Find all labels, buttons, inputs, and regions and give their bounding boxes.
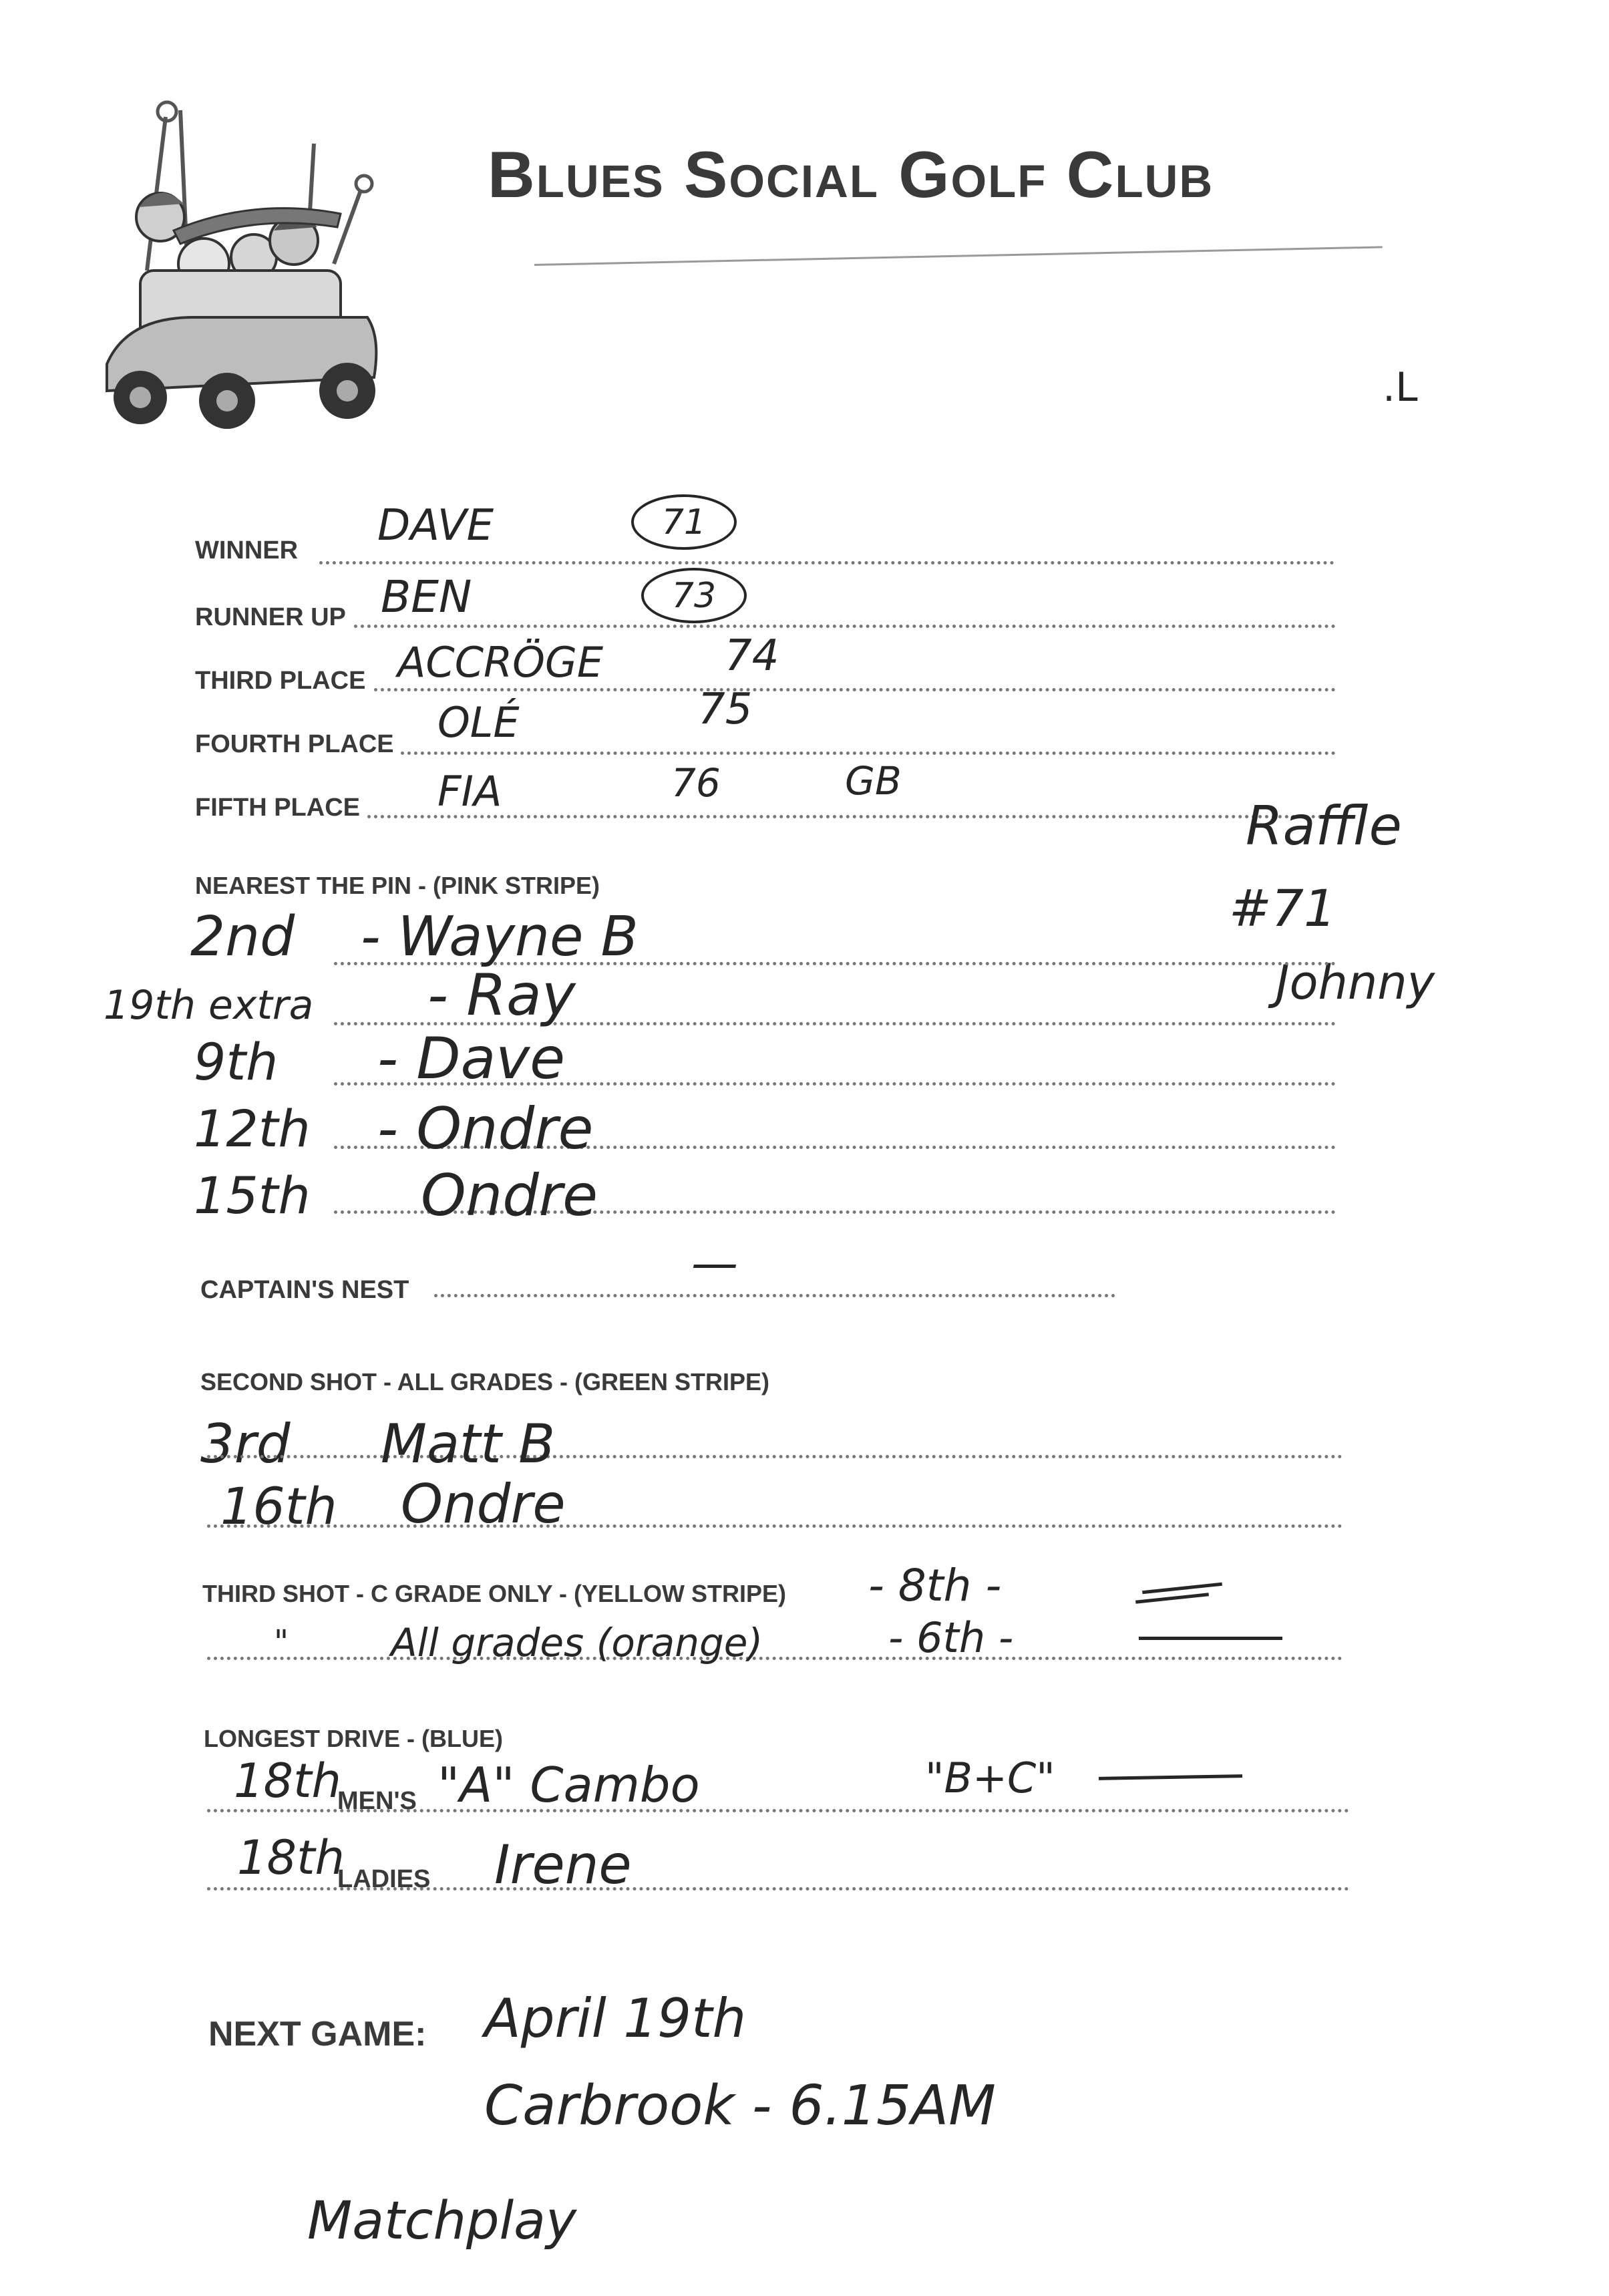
mens-label: MEN'S: [337, 1787, 417, 1815]
next-game-format: Matchplay: [307, 2191, 577, 2251]
third-shot-all-grades: All grades (orange): [391, 1620, 763, 1665]
second-shot-hole-1: 3rd: [200, 1413, 291, 1475]
third-shot-ditto: ": [274, 1623, 289, 1661]
corner-mark: .L: [1383, 364, 1418, 411]
mens-hole: 18th: [234, 1754, 341, 1808]
pin-hole-3: 9th: [194, 1032, 279, 1092]
mens-line: [207, 1809, 1349, 1812]
fifth-place-label: FIFTH PLACE: [195, 794, 360, 822]
third-shot-line-2: [207, 1657, 1343, 1660]
third-place-label: THIRD PLACE: [195, 667, 366, 695]
second-shot-heading: SECOND SHOT - ALL GRADES - (GREEN STRIPE): [200, 1368, 770, 1396]
second-shot-line-2: [207, 1524, 1343, 1528]
runner-up-name: BEN: [381, 571, 472, 623]
next-game-date: April 19th: [484, 1987, 747, 2049]
title-underline: [534, 246, 1383, 266]
second-shot-hole-2: 16th: [220, 1476, 337, 1536]
third-shot-dash-1b: [1135, 1593, 1209, 1603]
pin-name-2: - Ray: [427, 962, 576, 1029]
nearest-pin-heading: NEAREST THE PIN - (PINK STRIPE): [195, 872, 600, 899]
fourth-place-label: FOURTH PLACE: [195, 730, 394, 758]
third-place-line: [374, 688, 1336, 691]
pin-hole-2: 19th extra: [104, 982, 314, 1029]
mens-bc-dash: [1099, 1774, 1242, 1780]
ladies-value: Irene: [494, 1834, 632, 1896]
fourth-place-name: OLÉ: [437, 698, 520, 747]
runner-up-label: RUNNER UP: [195, 603, 346, 631]
club-title: Blues Social Golf Club: [488, 138, 1214, 211]
winner-label: WINNER: [195, 536, 299, 564]
pin-name-1: - Wayne B: [361, 905, 639, 969]
fourth-place-line: [401, 752, 1336, 755]
third-shot-dash-2: [1139, 1637, 1282, 1640]
fifth-place-line: [367, 815, 1336, 818]
ladies-hole: 18th: [237, 1830, 345, 1885]
next-game-venue: Carbrook - 6.15AM: [484, 2074, 996, 2138]
captains-nest-value: —: [691, 1236, 738, 1291]
fifth-place-extra: GB: [845, 758, 902, 804]
winner-score-text: 71: [661, 502, 707, 542]
third-shot-note: - 8th -: [868, 1560, 1002, 1611]
second-shot-line-1: [207, 1455, 1343, 1458]
raffle-title: Raffle: [1246, 795, 1402, 857]
pin-hole-5: 15th: [194, 1166, 311, 1225]
pin-name-4: - Ondre: [377, 1096, 594, 1162]
captains-nest-line: [434, 1294, 1115, 1297]
winner-line: [319, 561, 1334, 564]
fifth-place-score: 76: [671, 760, 721, 806]
next-game-label: NEXT GAME:: [208, 2015, 427, 2054]
fourth-place-score: 75: [698, 685, 753, 734]
winner-score: [631, 494, 737, 550]
mens-value: "A" Cambo: [437, 1757, 700, 1813]
runner-up-score-text: 73: [671, 575, 717, 616]
pin-hole-4: 12th: [194, 1099, 311, 1158]
pin-name-3: - Dave: [377, 1025, 566, 1092]
golf-cart-logo: [87, 97, 387, 444]
raffle-number: #71: [1229, 878, 1336, 938]
third-shot-heading: THIRD SHOT - C GRADE ONLY - (YELLOW STRIPE): [202, 1580, 787, 1607]
captains-nest-label: CAPTAIN'S NEST: [200, 1276, 409, 1304]
runner-up-line: [354, 625, 1336, 628]
ladies-label: LADIES: [337, 1865, 431, 1893]
third-shot-dash-1: [1142, 1583, 1222, 1595]
raffle-name: Johnny: [1276, 955, 1435, 1010]
mens-bc: "B+C": [925, 1754, 1055, 1802]
second-shot-name-2: Ondre: [401, 1473, 566, 1535]
pin-hole-1: 2nd: [190, 905, 295, 969]
pin-name-5: Ondre: [421, 1162, 598, 1229]
runner-up-score: [641, 568, 747, 623]
longest-drive-heading: LONGEST DRIVE - (BLUE): [204, 1725, 503, 1752]
third-shot-all-grades-note: - 6th -: [888, 1613, 1014, 1662]
third-place-score: 74: [725, 631, 779, 681]
fifth-place-name: FIA: [437, 767, 502, 816]
ladies-line: [207, 1887, 1349, 1891]
second-shot-name-1: Matt B: [381, 1413, 556, 1475]
third-place-name: ACCRÖGE: [397, 638, 604, 687]
winner-name: DAVE: [377, 501, 494, 550]
